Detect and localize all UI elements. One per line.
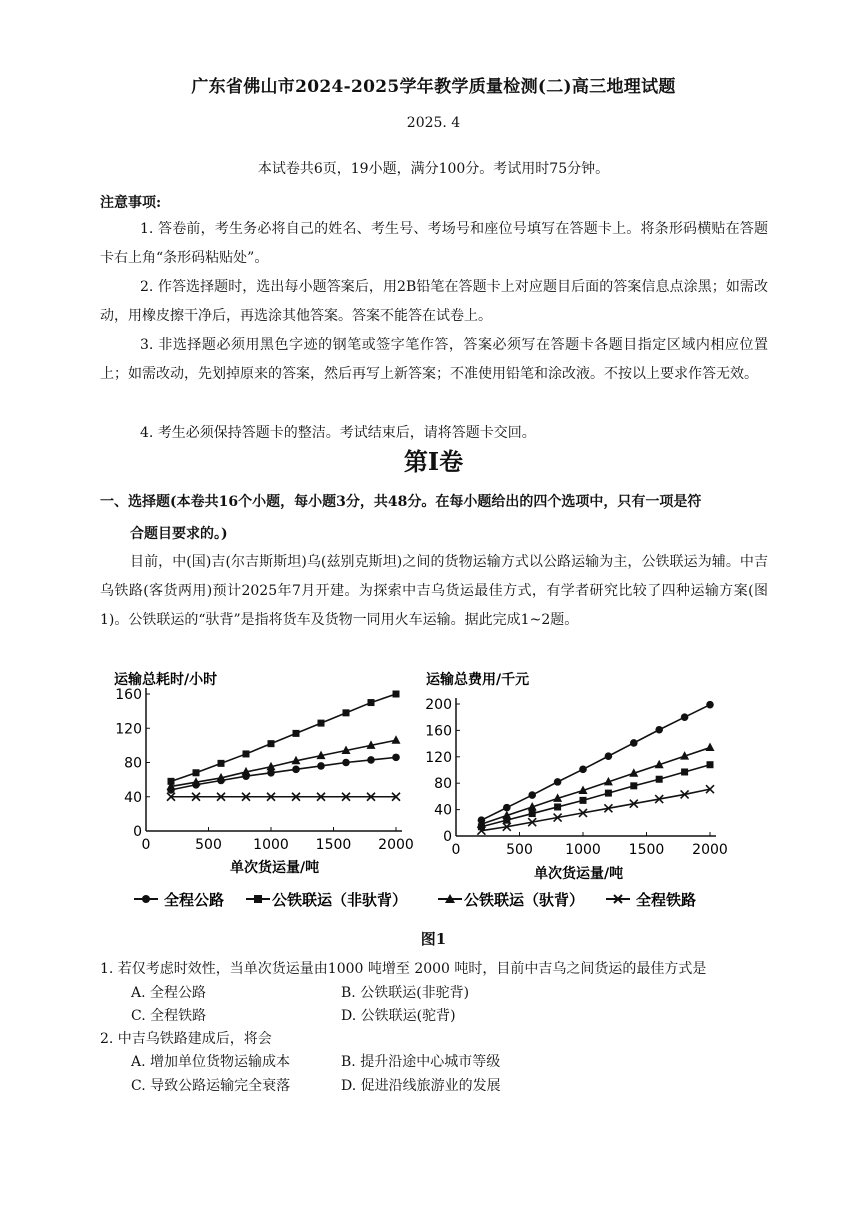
cost-ytick-label: 160 xyxy=(425,723,452,740)
question-1-option-b: B. 公铁联运(非驼背) xyxy=(341,985,470,1001)
chart-legend xyxy=(134,891,696,909)
notice-item-3: 3. 非选择题必须用黑色字迹的钢笔或签字笔作答，答案必须写在答题卡各题目指定区域内相应位置上；如需改动，先划掉原来的答案，然后再写上新答案；不准使用铅笔和涂改液。不按以上要求作答无效。 xyxy=(100,337,768,382)
notice-heading: 注意事项: xyxy=(100,195,162,211)
question-1-option-a: A. 全程公路 xyxy=(131,985,207,1001)
time-ytick-label: 0 xyxy=(133,824,142,840)
question-2-stem: 2. 中吉乌铁路建成后，将会 xyxy=(100,1031,272,1047)
question-1-option-c: C. 全程铁路 xyxy=(131,1008,207,1024)
question-intro: 目前，中(国)吉(尔吉斯斯坦)乌(兹别克斯坦)之间的货物运输方式以公路运输为主，公铁联运为辅。中吉乌铁路(客货两用)预计2025年7月开建。为探索中吉乌货运最佳方式，有学者研究比较了四种运输方案(图1)。公铁联运的“驮背”是指将货车及货物一同用火车运输。据此完成1~2题。 xyxy=(100,554,768,628)
notice-item-4: 4. 考生必须保持答题卡的整洁。考试结束后，请将答题卡交回。 xyxy=(140,425,536,441)
time-data-point xyxy=(368,699,375,706)
time-data-point xyxy=(317,762,325,770)
section-heading-line2: 合题目要求的。) xyxy=(130,526,228,542)
cost-xtick-label: 0 xyxy=(451,842,461,858)
time-data-point xyxy=(392,735,401,744)
time-ytick-label: 160 xyxy=(115,687,142,703)
time-data-point xyxy=(342,759,350,767)
section-heading xyxy=(100,486,772,550)
cost-chart-xlabel: 单次货运量/吨 xyxy=(534,866,624,882)
cost-data-point xyxy=(630,739,638,747)
legend-rail: 全程铁路 xyxy=(636,891,697,909)
time-series-line-0 xyxy=(171,757,396,790)
time-ytick-label: 80 xyxy=(124,755,142,772)
time-data-point xyxy=(193,769,200,776)
time-chart-ylabel: 运输总耗时/小时 xyxy=(114,672,218,688)
cost-chart xyxy=(425,671,728,882)
cost-ytick-label: 120 xyxy=(425,749,452,766)
question-1-option-d: D. 公铁联运(驼背) xyxy=(341,1008,456,1024)
cost-ytick-label: 80 xyxy=(434,776,452,793)
time-data-point xyxy=(392,754,400,762)
time-data-point xyxy=(243,750,250,757)
cost-data-point xyxy=(579,766,587,774)
cost-data-point xyxy=(528,791,536,799)
time-data-point xyxy=(318,720,325,727)
time-data-point xyxy=(343,709,350,716)
legend-circle-icon xyxy=(142,895,150,903)
cost-data-point xyxy=(529,810,536,817)
cost-ytick-label: 0 xyxy=(443,829,452,845)
time-data-point xyxy=(292,766,300,774)
cost-series-line-0 xyxy=(481,705,710,821)
time-data-point xyxy=(393,691,400,698)
cost-data-point xyxy=(554,778,562,786)
time-ytick-label: 120 xyxy=(115,721,142,738)
time-series-line-2 xyxy=(171,740,396,786)
cost-data-point xyxy=(605,752,613,760)
legend-square-icon xyxy=(254,895,262,903)
time-chart xyxy=(114,671,414,876)
exam-date: 2025. 4 xyxy=(406,115,461,131)
cost-data-point xyxy=(605,790,612,797)
cost-series-line-2 xyxy=(481,748,710,825)
cost-xtick-label: 1500 xyxy=(628,842,665,858)
notice-item-1: 1. 答卷前，考生务必将自己的姓名、考生号、考场号和座位号填写在答题卡上。将条形码横贴在答题卡右上角“条形码粘贴处”。 xyxy=(100,221,768,266)
exam-info: 本试卷共6页，19小题，满分100分。考试用时75分钟。 xyxy=(257,161,610,177)
cost-ytick-label: 200 xyxy=(425,697,452,713)
cost-data-point xyxy=(656,776,663,783)
figure-label: 图1 xyxy=(420,930,447,948)
volume-heading: 第Ⅰ卷 xyxy=(403,447,464,476)
legend-road: 全程公路 xyxy=(164,891,225,909)
time-data-point xyxy=(218,760,225,767)
time-series-line-1 xyxy=(171,694,396,781)
cost-data-point xyxy=(580,797,587,804)
time-xtick-label: 0 xyxy=(141,837,151,853)
question-2-option-a: A. 增加单位货物运输成本 xyxy=(131,1054,291,1070)
exam-title: 广东省佛山市2024-2025学年教学质量检测(二)高三地理试题 xyxy=(191,77,676,97)
question-2-option-b: B. 提升沿途中心城市等级 xyxy=(341,1054,501,1070)
cost-data-point xyxy=(707,761,714,768)
notice-item-2: 2. 作答选择题时，选出每小题答案后，用2B铅笔在答题卡上对应题目后面的答案信息点涂黑；如需改动，用橡皮擦干净后，再选涂其他答案。答案不能答在试卷上。 xyxy=(100,279,768,324)
question-1-stem: 1. 若仅考虑时效性，当单次货运量由1000 吨增至 2000 吨时，目前中吉乌之间货运的最佳方式是 xyxy=(100,961,707,977)
legend-piggyback: 公铁联运（驮背） xyxy=(464,891,585,909)
figure-1 xyxy=(0,660,867,922)
cost-data-point xyxy=(503,804,511,812)
cost-data-point xyxy=(706,701,714,709)
cost-xtick-label: 1000 xyxy=(565,842,601,858)
question-2-option-d: D. 促进沿线旅游业的发展 xyxy=(341,1078,501,1094)
section-heading-line1: 一、选择题(本卷共16个小题，每小题3分，共48分。在每小题给出的四个选项中，只有一项是符 xyxy=(100,494,702,510)
time-xtick-label: 1500 xyxy=(315,837,352,853)
time-xtick-label: 500 xyxy=(195,837,222,853)
cost-ytick-label: 40 xyxy=(434,802,452,819)
cost-chart-ylabel: 运输总费用/千元 xyxy=(426,672,530,688)
time-xtick-label: 2000 xyxy=(378,837,414,853)
cost-series-line-3 xyxy=(481,789,710,831)
legend-nonpiggyback: 公铁联运（非驮背） xyxy=(272,891,408,909)
time-data-point xyxy=(293,730,300,737)
cost-data-point xyxy=(554,803,561,810)
cost-data-point xyxy=(706,743,715,752)
cost-data-point xyxy=(630,782,637,789)
cost-xtick-label: 500 xyxy=(506,842,533,858)
cost-data-point xyxy=(655,726,663,734)
time-ytick-label: 40 xyxy=(124,789,142,806)
time-data-point xyxy=(367,756,375,764)
time-data-point xyxy=(268,740,275,747)
cost-data-point xyxy=(681,768,688,775)
time-chart-xlabel: 单次货运量/吨 xyxy=(230,860,320,876)
question-2-option-c: C. 导致公路运输完全衰落 xyxy=(131,1078,291,1094)
cost-xtick-label: 2000 xyxy=(692,842,728,858)
cost-data-point xyxy=(681,713,689,721)
time-xtick-label: 1000 xyxy=(253,837,289,853)
